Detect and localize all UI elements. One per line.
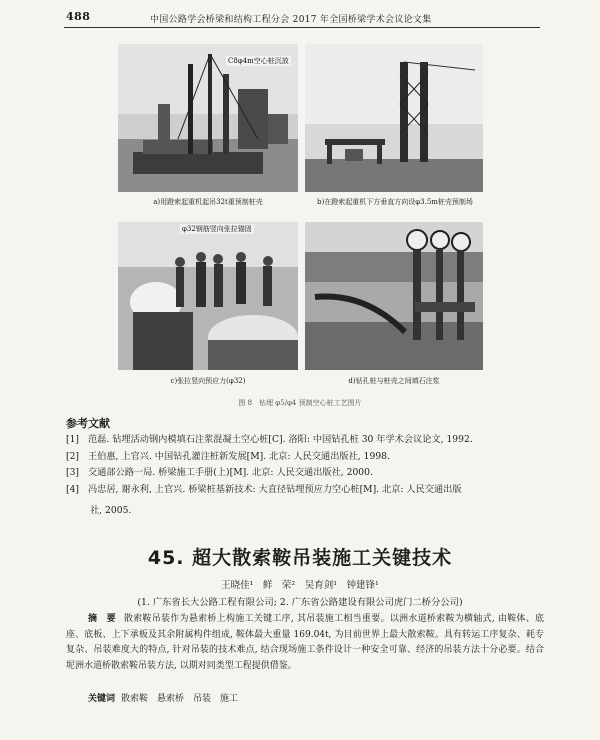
reference-item <box>66 484 542 496</box>
reference-text: 王伯惠, 上官兴. 中国钻孔灌注桩新发展[M]. 北京: 人民交通出版社, 1998. <box>88 451 390 462</box>
reference-item <box>66 451 542 463</box>
keywords-label: 关键词 <box>88 694 116 704</box>
running-title: 中国公路学会桥梁和结构工程分会 2017 年全国桥梁学术会议论文集 <box>150 15 432 25</box>
figure-title: 图 8 钻埋 φ5/φ4 预制空心桩工艺图片 <box>238 399 362 407</box>
photo-a <box>118 44 298 192</box>
reference-text: 冯忠居, 谢永利, 上官兴. 桥梁桩基新技术: 大直径钻埋预应力空心桩[M]. 北京: 人民交通出版 <box>88 484 462 495</box>
reference-continuation: 社, 2005. <box>90 505 132 516</box>
header-rule <box>64 27 540 28</box>
photo-c-overlay: φ32钢筋竖向张拉锚固 <box>182 225 252 233</box>
abstract-text: 散索鞍吊装作为悬索桥上构施工关键工序, 其吊装施工相当重要。以洲水道桥索鞍为横轴式, 由鞍体、底座、底板、上下承板及其余附属构件组成, 鞍体最大重量 169.04t, 为目前世界上最大散索鞍。具有转运工序复杂、耗专复杂、吊装难度大的特点, 针对吊装的技术难点, 结合现场施工条件设计一种安全可靠、经济的吊装方法十分必要。结合坭洲水道桥散索鞍吊装方法, 以期对同类型工程提供借鉴。 <box>66 614 544 671</box>
photo-c <box>118 222 298 370</box>
reference-text: 范磊. 钻埋活动钢内模填石注浆混凝土空心桩[C]. 洛阳: 中国钻孔桩 30 年学术会议论文, 1992. <box>88 434 473 445</box>
photo-c-caption: c)张拉竖向预应力(φ32) <box>170 377 246 385</box>
abstract-label: 摘 要 <box>88 614 116 624</box>
photo-d <box>305 222 483 370</box>
reference-number: [2] <box>66 451 80 462</box>
photo-a-caption: a)用蹬索起重机起吊32t重预制桩壳 <box>153 198 263 206</box>
photo-a-overlay: C8φ4m空心桩沉放 <box>228 57 289 65</box>
paper-authors: 王晓佳¹ 鲜 荣² 吴育剑¹ 钟建锋¹ <box>221 580 379 591</box>
abstract <box>66 612 544 674</box>
reference-number: [1] <box>66 434 80 445</box>
keywords-text: 散索鞍 悬索桥 吊装 施工 <box>121 694 239 704</box>
keywords <box>88 691 238 704</box>
reference-number: [4] <box>66 484 80 495</box>
paper-title: 45. 超大散索鞍吊装施工关键技术 <box>147 547 453 569</box>
reference-item <box>66 434 542 446</box>
paper-affiliation: (1. 广东省长大公路工程有限公司; 2. 广东省公路建设有限公司虎门二桥分公司) <box>137 597 463 608</box>
reference-item <box>66 467 542 479</box>
page-number: 488 <box>66 10 91 23</box>
photo-b <box>305 44 483 192</box>
photo-d-caption: d)钻孔桩与桩壳之间填石注浆 <box>348 377 440 385</box>
reference-text: 交通部公路一局. 桥梁施工手册(上)[M]. 北京: 人民交通出版社, 2000. <box>88 467 373 478</box>
reference-number: [3] <box>66 467 80 478</box>
photo-b-caption: b)在蹬索起重机下方垂直方向设φ3.5m桩壳预制场 <box>317 198 473 206</box>
references-heading: 参考文献 <box>66 417 110 430</box>
